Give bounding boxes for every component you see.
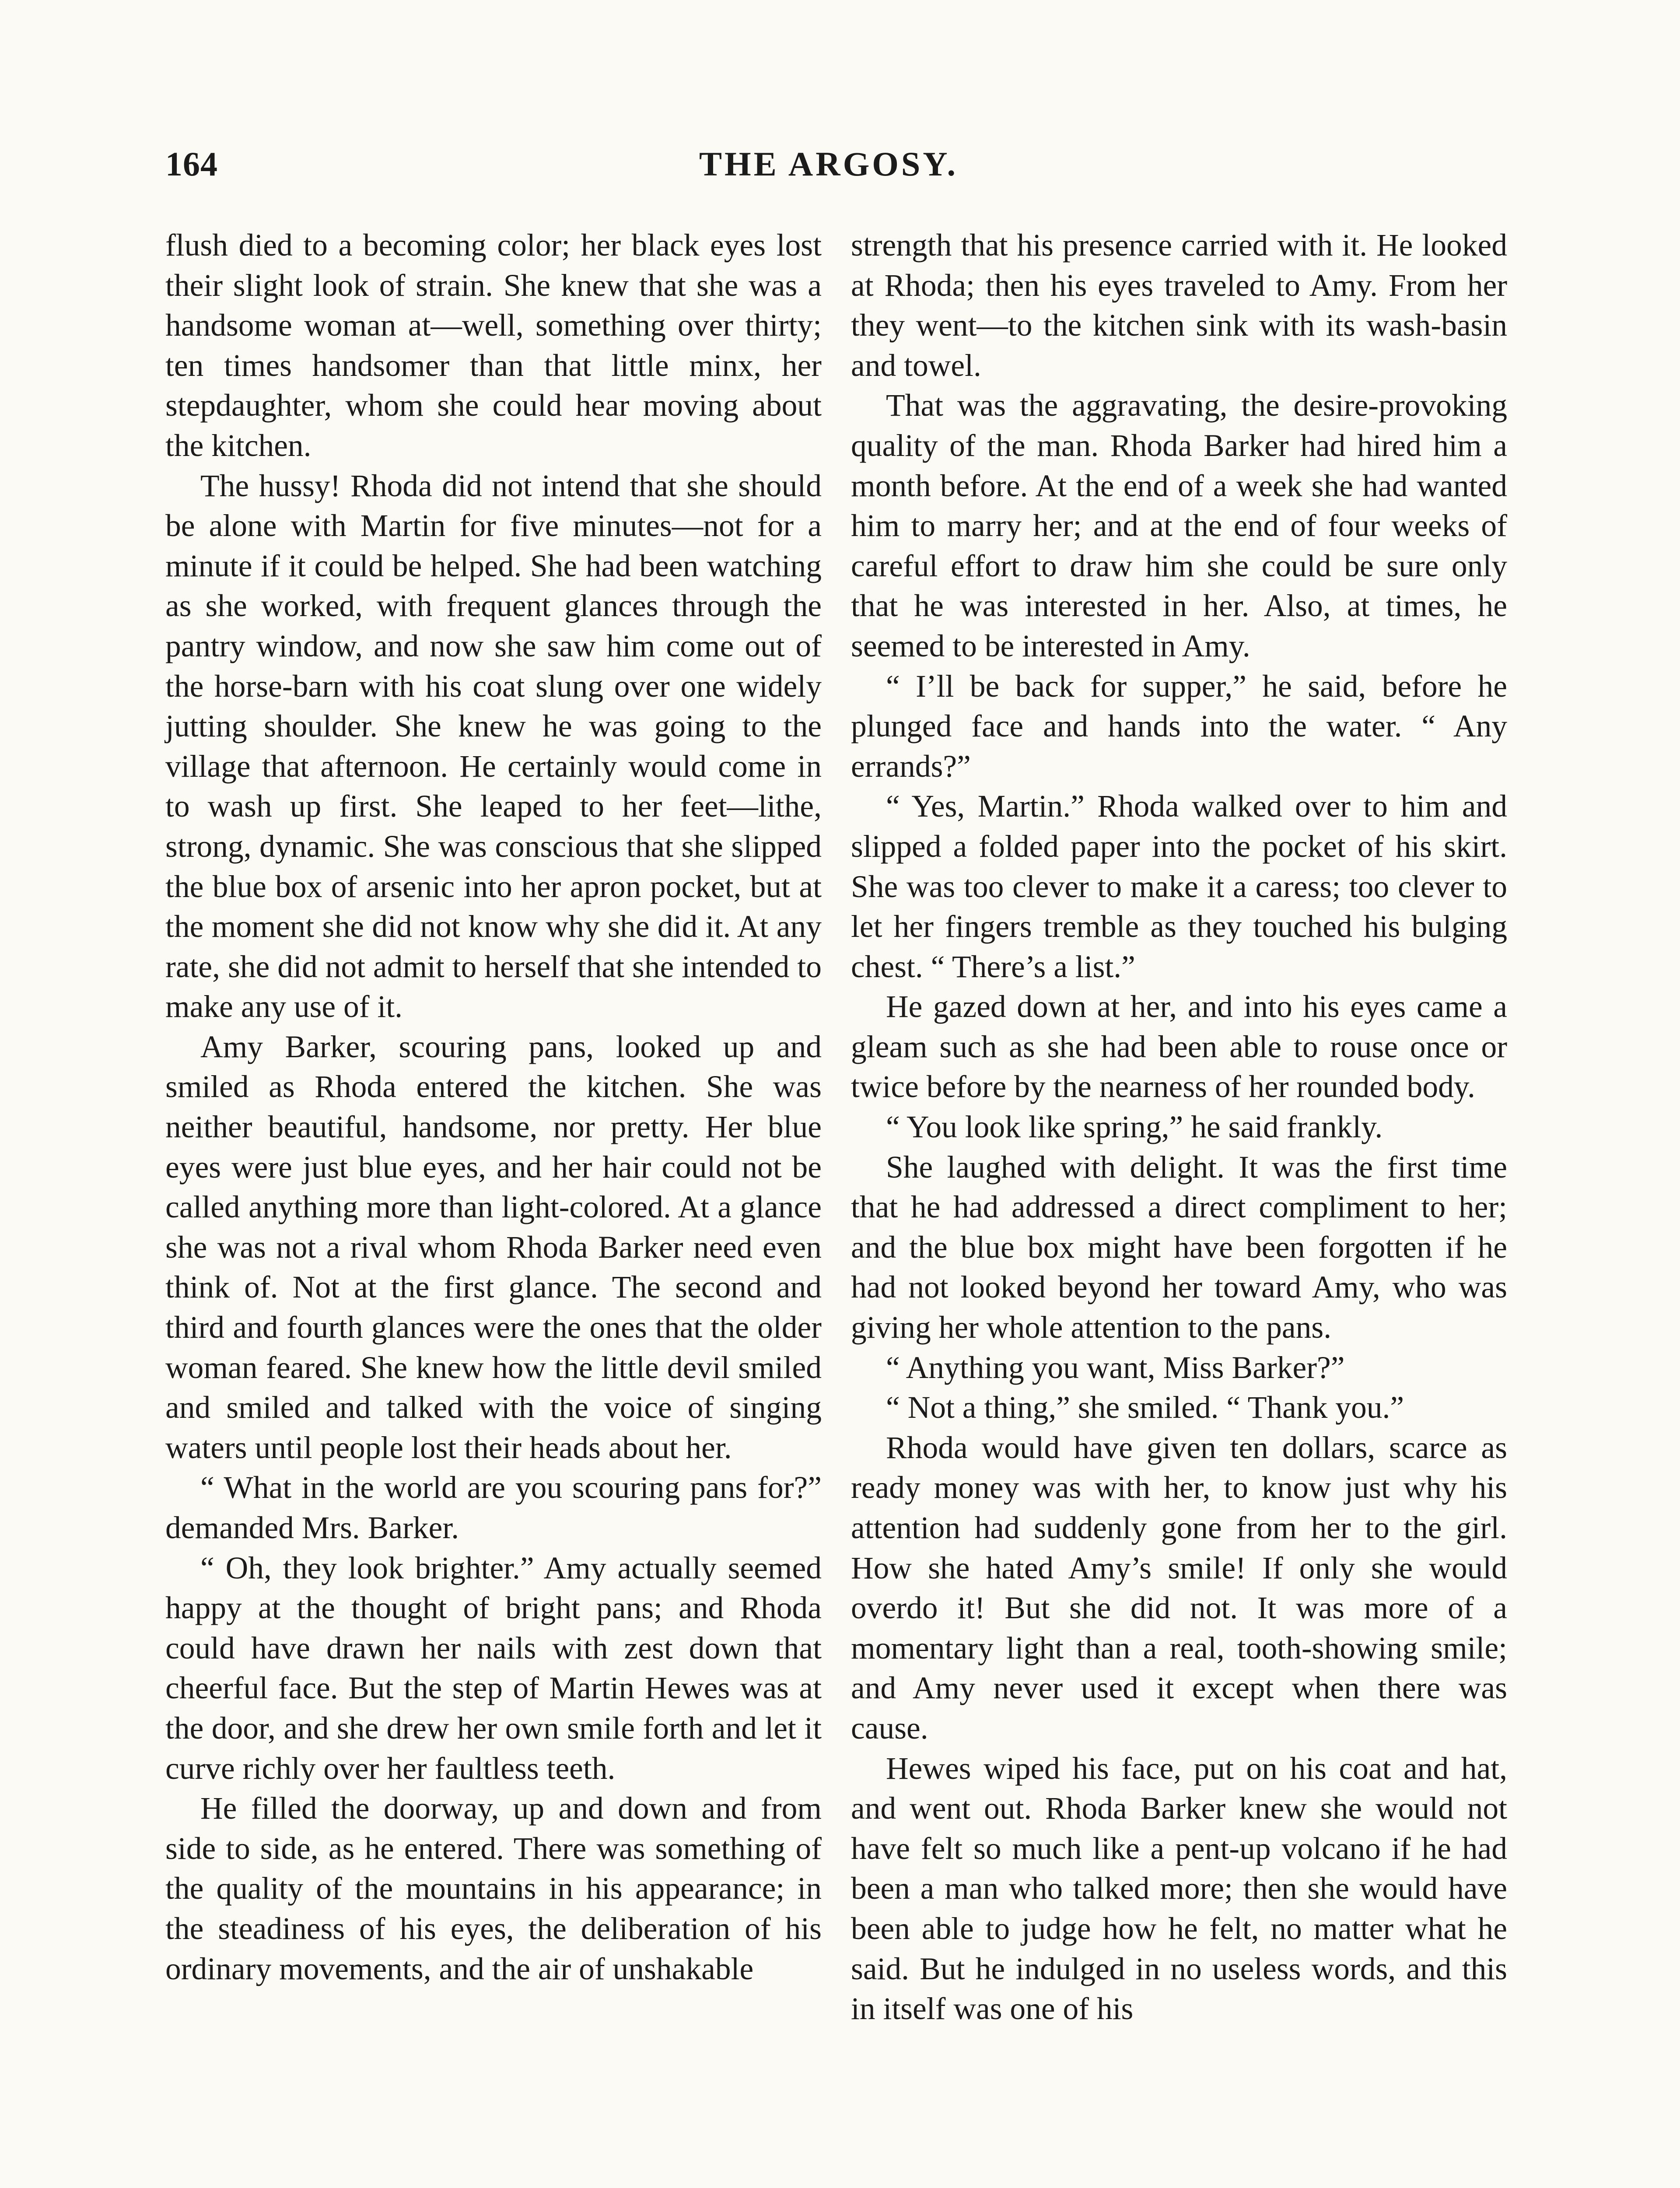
paragraph: “ Oh, they look brighter.” Amy actually seemed happy at the thought of bright pans; and Rhoda could have drawn her nails with zest down that cheerful face. But the step of Martin Hewes was at the door, and she drew her own smile forth and let it curve richly over her faultless teeth. (165, 1550, 822, 1786)
page-number: 164 (165, 145, 218, 183)
paragraph: That was the aggravating, the desire-provoking quality of the man. Rhoda Barker had hired him a month before. At the end of a week she had wanted him to marry her; and at the end of four weeks of careful effort to draw him she could be sure only that he was interested in her. Also, at times, he seemed to be interested in Amy. (851, 388, 1507, 663)
running-title: THE ARGOSY. (699, 145, 958, 183)
right-column (851, 225, 1507, 2029)
paragraph: “ Yes, Martin.” Rhoda walked over to him and slipped a folded paper into the pocket of his skirt. She was too clever to make it a caress; too clever to let her fingers tremble as they touched his bulging chest. “ There’s a list.” (851, 789, 1507, 984)
page-header (165, 144, 1515, 201)
paragraph: “ You look like spring,” he said frankly. (886, 1110, 1383, 1145)
paragraph: “ I’ll be back for supper,” he said, before he plunged face and hands into the water. “ Any errands?” (851, 669, 1507, 784)
paragraph: She laughed with delight. It was the first time that he had addressed a direct compliment to her; and the blue box might have been forgotten if he had not looked beyond her toward Amy, who was giving her whole attention to the pans. (851, 1150, 1507, 1345)
paragraph: Rhoda would have given ten dollars, scarce as ready money was with her, to know just why his attention had suddenly gone from her to the girl. How she hated Amy’s smile! If only she would overdo it! But she did not. It was more of a momentary light than a real, tooth-showing smile; and Amy never used it except when there was cause. (851, 1430, 1507, 1746)
paragraph: flush died to a becoming color; her black eyes lost their slight look of strain. She knew that she was a handsome woman at—well, something over thirty; ten times handsomer than that little minx, her stepdaughter, whom she could hear moving about the kitchen. (165, 228, 822, 463)
paragraph: He gazed down at her, and into his eyes came a gleam such as she had been able to rouse once or twice before by the nearness of her rounded body. (851, 989, 1507, 1105)
left-column (165, 225, 822, 1989)
paragraph: He filled the doorway, up and down and from side to side, as he entered. There was something of the quality of the mountains in his appearance; in the steadiness of his eyes, the deliberation of his ordinary movements, and the air of unshakable (165, 1791, 822, 1986)
paragraph: The hussy! Rhoda did not intend that she should be alone with Martin for five minutes—not for a minute if it could be helped. She had been watching as she worked, with frequent glances through the pantry window, and now she saw him come out of the horse-barn with his coat slung over one widely jutting shoulder. She knew he was going to the village that afternoon. He certainly would come in to wash up first. She leaped to her feet—lithe, strong, dynamic. She was conscious that she slipped the blue box of arsenic into her apron pocket, but at the moment she did not know why she did it. At any rate, she did not admit to herself that she intended to make any use of it. (165, 468, 822, 1024)
paragraph: “ Anything you want, Miss Barker?” (886, 1350, 1345, 1385)
paragraph: strength that his presence carried with it. He looked at Rhoda; then his eyes traveled to Amy. From her they went—to the kitchen sink with its wash-basin and towel. (851, 228, 1507, 383)
paragraph: Amy Barker, scouring pans, looked up and smiled as Rhoda entered the kitchen. She was neither beautiful, handsome, nor pretty. Her blue eyes were just blue eyes, and her hair could not be called anything more than light-colored. At a glance she was not a rival whom Rhoda Barker need even think of. Not at the first glance. The second and third and fourth glances were the ones that the older woman feared. She knew how the little devil smiled and smiled and talked with the voice of singing waters until people lost their heads about her. (165, 1029, 822, 1465)
paragraph: Hewes wiped his face, put on his coat and hat, and went out. Rhoda Barker knew she would not have felt so much like a pent-up volcano if he had been a man who talked more; then she would have been able to judge how he felt, no matter what he said. But he indulged in no useless words, and this in itself was one of his (851, 1751, 1507, 2027)
paragraph: “ Not a thing,” she smiled. “ Thank you.” (886, 1390, 1404, 1425)
paragraph: “ What in the world are you scouring pans for?” demanded Mrs. Barker. (165, 1470, 822, 1545)
